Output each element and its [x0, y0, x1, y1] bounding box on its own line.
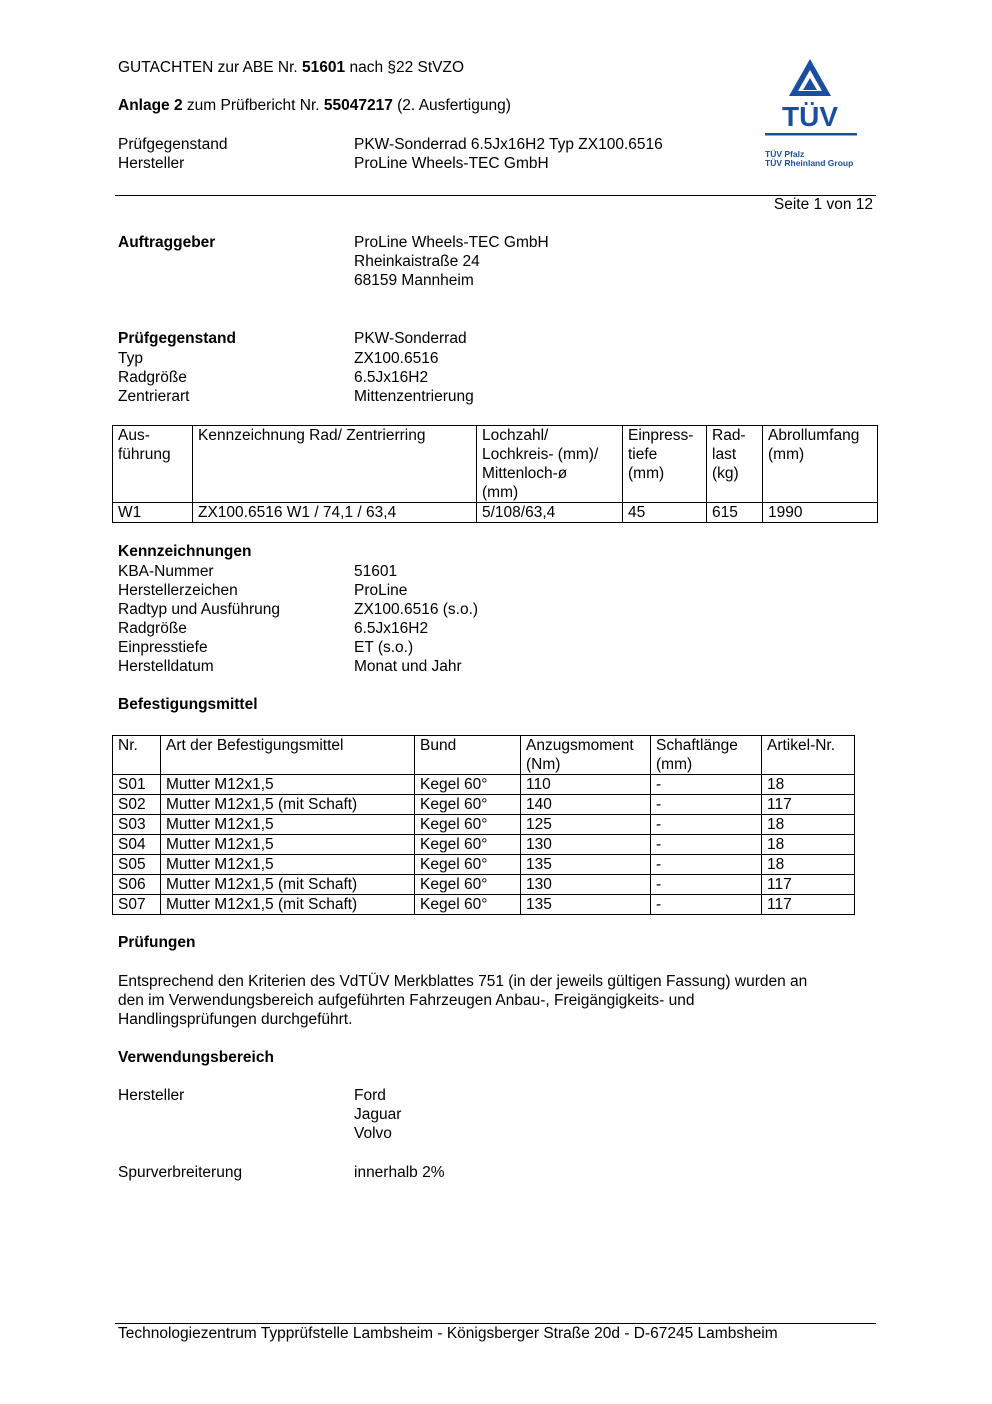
fastener-cell: Mutter M12x1,5 — [161, 855, 415, 875]
fastener-cell: 117 — [762, 895, 855, 915]
scope-manufacturer-ford: Ford — [354, 1087, 386, 1104]
fastener-table — [112, 735, 855, 915]
fastener-cell: - — [651, 855, 762, 875]
subject-value: 6.5Jx16H2 — [354, 369, 429, 386]
fastener-cell: Mutter M12x1,5 (mit Schaft) — [161, 795, 415, 815]
fastener-header-cell — [415, 736, 521, 775]
wheel-header-text: Aus- — [118, 427, 150, 444]
fastener-header-text: (Nm) — [526, 756, 561, 773]
wheel-header-text: (mm) — [482, 484, 519, 501]
tuev-logo — [764, 56, 860, 174]
fastener-header-text: Artikel-Nr. — [767, 737, 836, 754]
fastener-cell: - — [651, 895, 762, 915]
marking-value: ProLine — [354, 582, 408, 599]
marking-key: Radgröße — [118, 620, 187, 637]
wheel-header-text: Lochkreis- (mm)/ — [482, 446, 599, 463]
footer-divider — [115, 1323, 876, 1324]
fastener-header-text: Nr. — [118, 737, 138, 754]
wheel-cell: 615 — [707, 503, 763, 523]
fastener-header-text: Schaftlänge — [656, 737, 738, 754]
track-widening-value: innerhalb 2% — [354, 1164, 445, 1181]
tuev-logo-sub1: TÜV Pfalz — [765, 149, 805, 159]
wheel-header-cell — [477, 426, 623, 503]
fastener-cell: S02 — [113, 795, 161, 815]
fastener-cell: Kegel 60° — [415, 815, 521, 835]
fastener-cell: 18 — [762, 815, 855, 835]
fastener-cell: 117 — [762, 875, 855, 895]
wheel-cell: 45 — [623, 503, 707, 523]
tests-line: Handlingsprüfungen durchgeführt. — [118, 1011, 353, 1028]
fastener-cell: S06 — [113, 875, 161, 895]
tuev-logo-sub2: TÜV Rheinland Group — [765, 158, 854, 168]
fastener-cell: 18 — [762, 835, 855, 855]
header-divider — [115, 195, 876, 196]
wheel-header-text: last — [712, 446, 737, 463]
attachment-line — [118, 97, 511, 115]
wheel-header-text: Abrollumfang — [768, 427, 860, 444]
fastener-cell: Kegel 60° — [415, 835, 521, 855]
fastener-cell: Kegel 60° — [415, 795, 521, 815]
tuev-logo-text: TÜV — [782, 101, 838, 132]
marking-key: Herstelldatum — [118, 658, 214, 675]
table-row — [113, 815, 855, 835]
fastener-header-text: Art der Befestigungsmittel — [166, 737, 344, 754]
subject-value: Mittenzentrierung — [354, 388, 474, 405]
marking-key: Herstellerzeichen — [118, 582, 238, 599]
client-street: Rheinkaistraße 24 — [354, 253, 480, 270]
table-row — [113, 895, 855, 915]
marking-value: Monat und Jahr — [354, 658, 462, 675]
fastener-header-text: (mm) — [656, 756, 693, 773]
wheel-header-text: tiefe — [628, 446, 658, 463]
fastener-cell: 125 — [521, 815, 651, 835]
fastener-cell: 140 — [521, 795, 651, 815]
fastener-cell: Mutter M12x1,5 (mit Schaft) — [161, 895, 415, 915]
wheel-header-cell — [623, 426, 707, 503]
fastener-cell: 135 — [521, 895, 651, 915]
subject-heading: Prüfgegenstand — [118, 330, 236, 347]
wheel-cell: 5/108/63,4 — [477, 503, 623, 523]
fastener-header-text: Anzugsmoment — [526, 737, 634, 754]
fastener-cell: S07 — [113, 895, 161, 915]
wheel-cell: ZX100.6516 W1 / 74,1 / 63,4 — [193, 503, 477, 523]
attachment-suffix: (2. Ausfertigung) — [392, 97, 511, 114]
wheel-header-cell — [113, 426, 193, 503]
table-row — [113, 855, 855, 875]
fastener-cell: Mutter M12x1,5 (mit Schaft) — [161, 875, 415, 895]
fastener-cell: S05 — [113, 855, 161, 875]
wheel-header-text: Lochzahl/ — [482, 427, 549, 444]
report-number: 55047217 — [323, 97, 393, 114]
fastener-cell: Kegel 60° — [415, 855, 521, 875]
track-widening-label: Spurverbreiterung — [118, 1164, 243, 1181]
fastener-cell: 135 — [521, 855, 651, 875]
fastener-cell: - — [651, 815, 762, 835]
marking-value: 6.5Jx16H2 — [354, 620, 429, 637]
attachment-text: zum Prüfbericht Nr. — [182, 97, 324, 114]
marking-value: 51601 — [354, 563, 398, 580]
scope-manufacturer-volvo: Volvo — [354, 1125, 392, 1142]
tests-heading: Prüfungen — [118, 934, 196, 951]
title-suffix: nach §22 StVZO — [345, 59, 465, 76]
fastener-cell: Kegel 60° — [415, 775, 521, 795]
fastener-cell: 18 — [762, 855, 855, 875]
subject-key: Typ — [118, 350, 143, 367]
tests-line: den im Verwendungsbereich aufgeführten Fahrzeugen Anbau-, Freigängigkeits- und — [118, 992, 695, 1009]
fastener-cell: 117 — [762, 795, 855, 815]
wheel-cell: W1 — [113, 503, 193, 523]
fastener-cell: - — [651, 875, 762, 895]
marking-key: Einpresstiefe — [118, 639, 208, 656]
page-info: Seite 1 von 12 — [773, 196, 873, 213]
wheel-header-text: führung — [118, 446, 171, 463]
fastener-header-cell — [113, 736, 161, 775]
header-manufacturer-value: ProLine Wheels-TEC GmbH — [354, 155, 549, 172]
table-row — [113, 775, 855, 795]
fastener-cell: - — [651, 775, 762, 795]
client-city: 68159 Mannheim — [354, 272, 474, 289]
header-subject-value: PKW-Sonderrad 6.5Jx16H2 Typ ZX100.6516 — [354, 136, 663, 153]
fastener-cell: - — [651, 795, 762, 815]
wheel-header-text: Kennzeichnung Rad/ Zentrierring — [198, 427, 426, 444]
fastener-cell: S01 — [113, 775, 161, 795]
marking-key: Radtyp und Ausführung — [118, 601, 281, 618]
scope-manufacturer-label: Hersteller — [118, 1087, 185, 1104]
fastener-cell: Mutter M12x1,5 — [161, 775, 415, 795]
header-manufacturer-label: Hersteller — [118, 155, 185, 172]
tests-paragraph — [118, 972, 868, 1029]
fastener-cell: Mutter M12x1,5 — [161, 835, 415, 855]
marking-key: KBA-Nummer — [118, 563, 214, 580]
subject-value: ZX100.6516 — [354, 350, 439, 367]
fastener-cell: 130 — [521, 875, 651, 895]
footer-address: Technologiezentrum Typprüfstelle Lambsheim - Königsberger Straße 20d - D-67245 Lambsheim — [118, 1325, 778, 1342]
fastener-header-cell — [161, 736, 415, 775]
fastener-header-cell — [651, 736, 762, 775]
table-row — [113, 835, 855, 855]
fastener-cell: S04 — [113, 835, 161, 855]
markings-heading: Kennzeichnungen — [118, 543, 252, 560]
attachment-label: Anlage 2 — [118, 97, 183, 114]
title-text: GUTACHTEN zur ABE Nr. — [118, 59, 303, 76]
fastener-cell: S03 — [113, 815, 161, 835]
wheel-header-row — [113, 426, 878, 503]
wheel-cell: 1990 — [763, 503, 878, 523]
fastener-cell: Kegel 60° — [415, 895, 521, 915]
wheel-header-text: (kg) — [712, 465, 739, 482]
wheel-header-text: Mittenloch-ø — [482, 465, 568, 482]
table-row — [113, 503, 878, 523]
fasteners-heading: Befestigungsmittel — [118, 696, 258, 713]
marking-value: ZX100.6516 (s.o.) — [354, 601, 479, 618]
wheel-header-cell — [193, 426, 477, 503]
scope-manufacturer-jaguar: Jaguar — [354, 1106, 402, 1123]
wheel-header-text: (mm) — [628, 465, 665, 482]
scope-heading: Verwendungsbereich — [118, 1049, 274, 1066]
wheel-header-cell — [763, 426, 878, 503]
wheel-header-text: (mm) — [768, 446, 805, 463]
table-row — [113, 875, 855, 895]
fastener-header-cell — [762, 736, 855, 775]
wheel-header-cell — [707, 426, 763, 503]
document-title-line — [118, 59, 464, 77]
client-label: Auftraggeber — [118, 234, 216, 251]
fastener-cell: Mutter M12x1,5 — [161, 815, 415, 835]
wheel-spec-table — [112, 425, 878, 523]
wheel-header-text: Rad- — [712, 427, 746, 444]
tuev-triangle-icon — [789, 59, 831, 96]
fastener-header-text: Bund — [420, 737, 457, 754]
wheel-header-text: Einpress- — [628, 427, 694, 444]
fastener-header-cell — [521, 736, 651, 775]
tests-line: Entsprechend den Kriterien des VdTÜV Merkblattes 751 (in der jeweils gültigen Fassung) wurden an — [118, 973, 808, 990]
fastener-cell: 18 — [762, 775, 855, 795]
fastener-cell: Kegel 60° — [415, 875, 521, 895]
abe-number: 51601 — [302, 59, 346, 76]
fastener-header-row — [113, 736, 855, 775]
fastener-cell: - — [651, 835, 762, 855]
subject-heading-value: PKW-Sonderrad — [354, 330, 467, 347]
marking-value: ET (s.o.) — [354, 639, 414, 656]
table-row — [113, 795, 855, 815]
header-subject-label: Prüfgegenstand — [118, 136, 228, 153]
subject-key: Radgröße — [118, 369, 187, 386]
subject-key: Zentrierart — [118, 388, 190, 405]
fastener-cell: 110 — [521, 775, 651, 795]
client-name: ProLine Wheels-TEC GmbH — [354, 234, 549, 251]
fastener-cell: 130 — [521, 835, 651, 855]
